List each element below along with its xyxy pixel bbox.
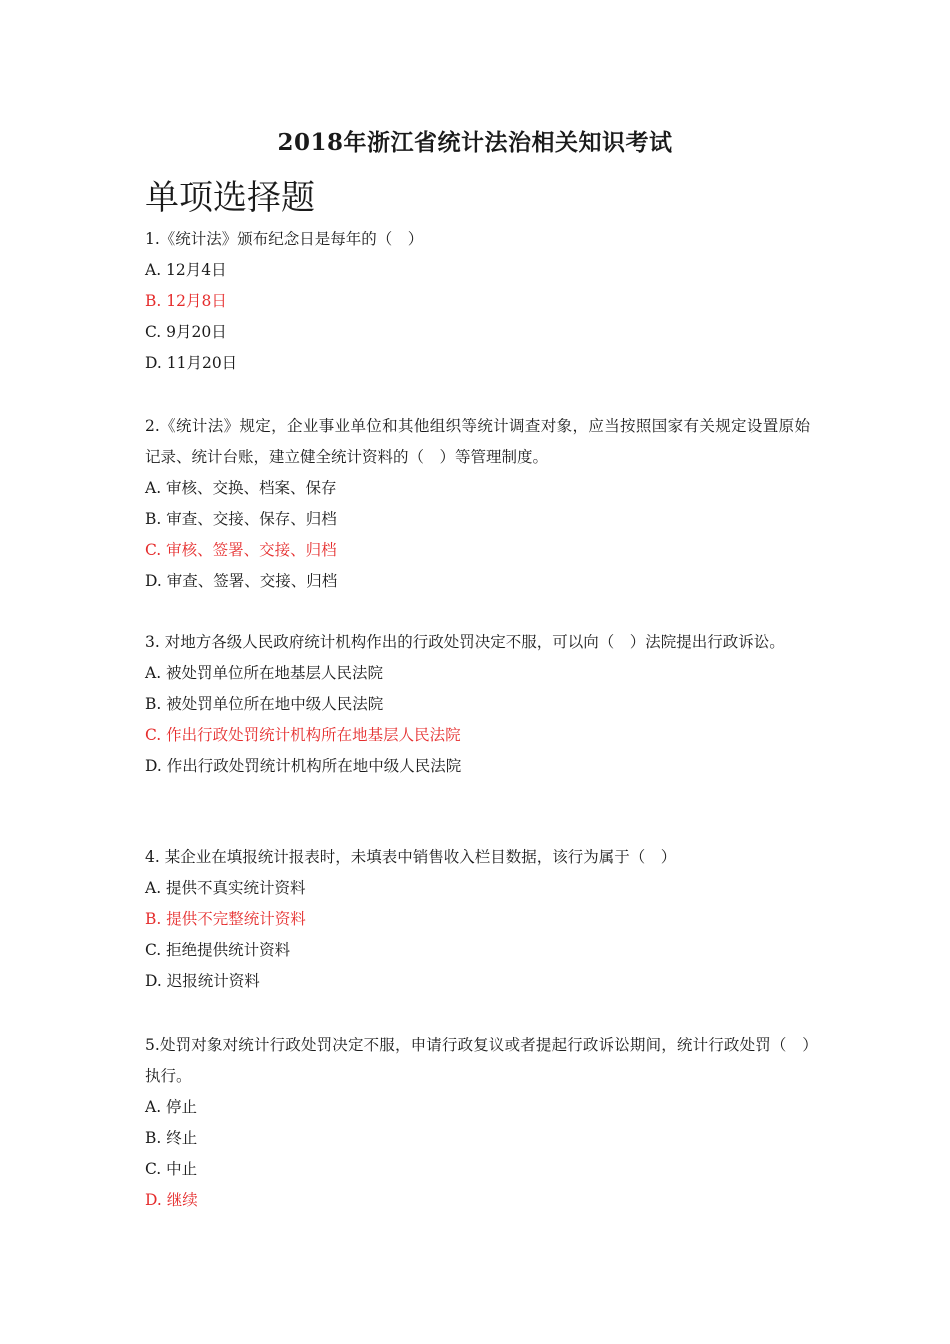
option-d: D. 审查、签署、交接、归档 (145, 572, 338, 590)
option-c-correct: C. 审核、签署、交接、归档 (145, 541, 337, 559)
option-d: D. 11月20日 (145, 354, 238, 372)
option-b: B. 终止 (145, 1129, 198, 1147)
option-c: C. 拒绝提供统计资料 (145, 941, 291, 959)
option-a: A. 12月4日 (145, 261, 227, 279)
question-stem: 3. 对地方各级人民政府统计机构作出的行政处罚决定不服，可以向（ ）法院提出行政诉讼。 (145, 633, 785, 651)
option-b: B. 审查、交接、保存、归档 (145, 510, 337, 528)
option-a: A. 提供不真实统计资料 (145, 879, 306, 897)
option-b-correct: B. 提供不完整统计资料 (145, 910, 306, 928)
option-c-correct: C. 作出行政处罚统计机构所在地基层人民法院 (145, 726, 461, 744)
option-a: A. 审核、交换、档案、保存 (145, 479, 337, 497)
option-c: C. 9月20日 (145, 323, 227, 341)
section-heading: 单项选择题 (145, 178, 315, 218)
option-c: C. 中止 (145, 1160, 198, 1178)
option-d: D. 作出行政处罚统计机构所在地中级人民法院 (145, 757, 462, 775)
question-4 (145, 842, 810, 997)
question-5 (145, 1030, 810, 1216)
option-d: D. 迟报统计资料 (145, 972, 260, 990)
option-b-correct: B. 12月8日 (145, 292, 227, 310)
option-a: A. 停止 (145, 1098, 198, 1116)
option-a: A. 被处罚单位所在地基层人民法院 (145, 664, 384, 682)
question-2 (145, 411, 810, 597)
question-stem: 1.《统计法》颁布纪念日是每年的（ ） (145, 230, 424, 248)
document-title: 2018年浙江省统计法治相关知识考试 (277, 129, 673, 156)
question-stem: 2.《统计法》规定，企业事业单位和其他组织等统计调查对象，应当按照国家有关规定设置原始记录、统计台账，建立健全统计资料的（ ）等管理制度。 (145, 417, 810, 466)
question-stem: 4. 某企业在填报统计报表时，未填表中销售收入栏目数据，该行为属于（ ） (145, 848, 677, 866)
question-1 (145, 224, 810, 379)
question-3 (145, 627, 810, 782)
option-b: B. 被处罚单位所在地中级人民法院 (145, 695, 384, 713)
option-d-correct: D. 继续 (145, 1191, 198, 1209)
question-stem: 5.处罚对象对统计行政处罚决定不服，申请行政复议或者提起行政诉讼期间，统计行政处罚（ ）执行。 (145, 1036, 810, 1085)
